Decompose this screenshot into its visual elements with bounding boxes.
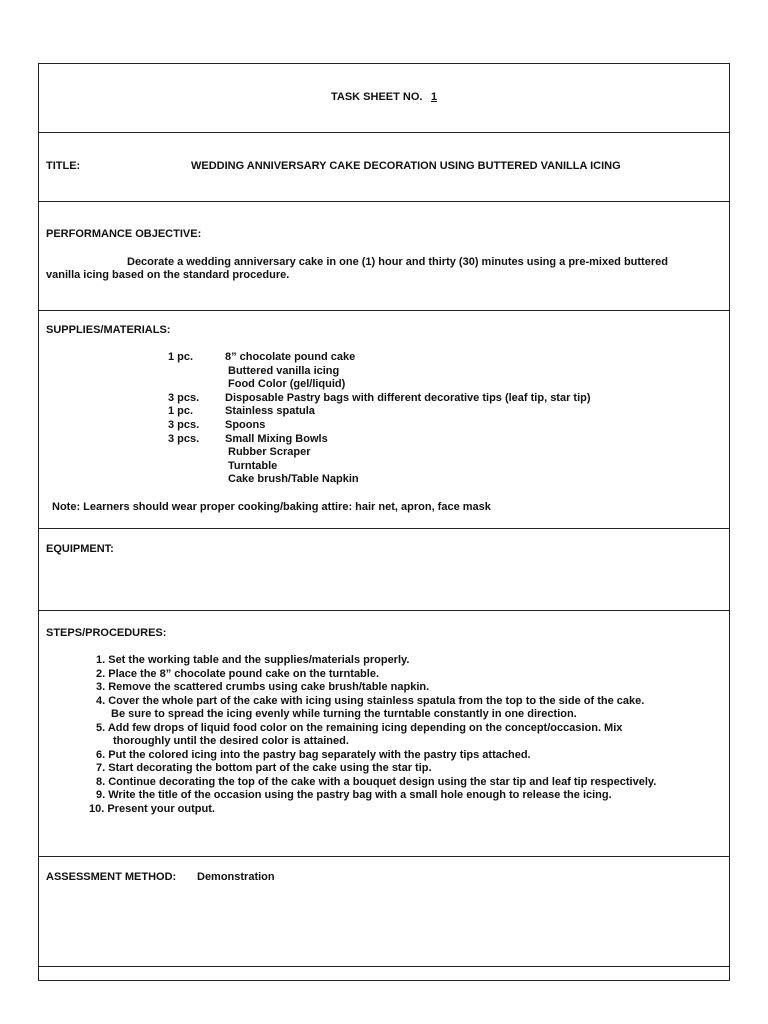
- supply-qty: 1 pc.: [168, 351, 194, 363]
- task-sheet-header-row: [39, 64, 729, 133]
- performance-objective-row: [39, 202, 729, 311]
- supply-item: Stainless spatula: [225, 405, 315, 418]
- supplies-label: SUPPLIES/MATERIALS:: [46, 324, 171, 336]
- task-sheet-label: TASK SHEET NO.: [331, 91, 423, 103]
- equipment-label: EQUIPMENT:: [46, 543, 114, 555]
- supply-item: Food Color (gel/liquid): [228, 378, 346, 391]
- step-line: 9. Write the title of the occasion using the pastry bag with a small hole enough to release the icing.: [96, 789, 612, 801]
- step-line: 1. Set the working table and the supplies/materials properly.: [96, 654, 410, 666]
- step-line: 7. Start decorating the bottom part of the cake using the star tip.: [96, 762, 432, 774]
- supplies-row: [39, 311, 729, 529]
- task-sheet: [38, 63, 730, 981]
- supply-qty: 3 pcs.: [168, 432, 200, 445]
- step-line: 2. Place the 8” chocolate pound cake on the turntable.: [96, 667, 380, 680]
- task-sheet-number: 1: [431, 91, 438, 103]
- supply-item: Disposable Pastry bags with different decorative tips (leaf tip, star tip): [225, 391, 591, 404]
- supply-qty: 3 pcs.: [168, 391, 200, 404]
- supply-item: Cake brush/Table Napkin: [228, 473, 359, 486]
- title-value: WEDDING ANNIVERSARY CAKE DECORATION USING BUTTERED VANILLA ICING: [191, 160, 621, 172]
- supply-item: Small Mixing Bowls: [225, 432, 328, 445]
- assessment-label: ASSESSMENT METHOD:: [46, 871, 177, 883]
- steps-label: STEPS/PROCEDURES:: [46, 627, 167, 639]
- step-line: 8. Continue decorating the top of the cake with a bouquet design using the star tip and leaf tip respectively.: [96, 775, 657, 788]
- step-line: Be sure to spread the icing evenly while turning the turntable constantly in one direction.: [111, 708, 577, 720]
- supply-item: Rubber Scraper: [228, 446, 311, 459]
- supply-item: Turntable: [228, 459, 278, 472]
- title-row: [39, 133, 729, 202]
- performance-objective-label: PERFORMANCE OBJECTIVE:: [46, 228, 202, 240]
- step-line: 4. Cover the whole part of the cake with icing using stainless spatula from the top to the side of the cake.: [96, 694, 645, 707]
- supply-qty: 3 pcs.: [168, 419, 200, 431]
- performance-objective-line-1: Decorate a wedding anniversary cake in one (1) hour and thirty (30) minutes using a pre-mixed buttered: [127, 256, 668, 268]
- assessment-value: Demonstration: [197, 871, 275, 883]
- supplies-note: Note: Learners should wear proper cooking/baking attire: hair net, apron, face mask: [52, 501, 491, 513]
- supply-qty: 1 pc.: [168, 405, 194, 418]
- step-line: 3. Remove the scattered crumbs using cake brush/table napkin.: [96, 681, 430, 693]
- step-line: 10. Present your output.: [89, 802, 215, 815]
- supply-item: 8” chocolate pound cake: [225, 351, 356, 363]
- supply-item: Spoons: [225, 419, 266, 431]
- steps-row: [39, 611, 729, 857]
- supply-item: Buttered vanilla icing: [228, 364, 340, 377]
- step-line: 5. Add few drops of liquid food color on the remaining icing depending on the concept/occasion. Mix: [96, 721, 623, 734]
- performance-objective-line-2: vanilla icing based on the standard procedure.: [46, 269, 290, 281]
- equipment-row: [39, 529, 729, 611]
- step-line: thoroughly until the desired color is attained.: [113, 735, 349, 747]
- assessment-row: [39, 857, 729, 967]
- step-line: 6. Put the colored icing into the pastry bag separately with the pastry tips attached.: [96, 748, 531, 761]
- title-label: TITLE:: [46, 160, 81, 172]
